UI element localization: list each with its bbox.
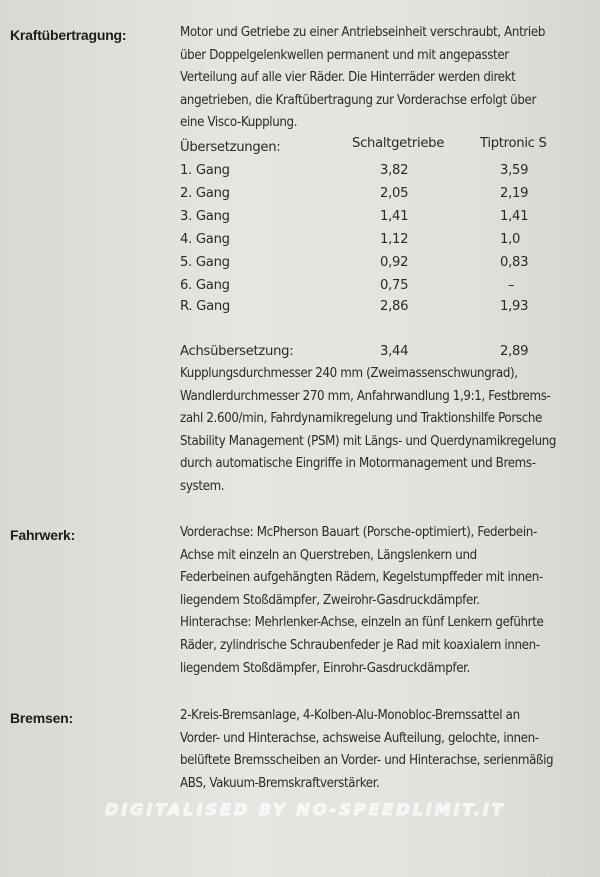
fahrwerk-text: [180, 522, 585, 680]
text-line: Vorder- und Hinterachse, achsweise Aufteilung, gelochte, innen-: [180, 730, 539, 746]
text-line: Wandlerdurchmesser 270 mm, Anfahrwandlung 1,9:1, Festbrems-: [180, 388, 551, 404]
gear-manual-ratio: 3,82: [380, 163, 409, 178]
text-line: Verteilung auf alle vier Räder. Die Hinterräder werden direkt: [180, 70, 516, 86]
text-line: Vorderachse: McPherson Bauart (Porsche-optimiert), Federbein-: [180, 525, 537, 540]
watermark-text: DIGITALISED BY NO-SPEEDLIMIT.IT: [105, 800, 506, 819]
gear-label: 5. Gang: [180, 255, 230, 270]
gear-tiptronic-ratio: 3,59: [500, 163, 529, 178]
text-line: zahl 2.600/min, Fahrdynamikregelung und Traktionshilfe Porsche: [180, 411, 542, 427]
gear-label: 4. Gang: [180, 232, 230, 247]
text-line: Räder, zylindrische Schraubenfeder je Rad mit koaxialem innen-: [180, 637, 540, 653]
header-uebersetzungen: Übersetzungen:: [180, 140, 281, 155]
gear-manual-ratio: 2,86: [380, 299, 409, 314]
gear-tiptronic-ratio: 1,0: [500, 232, 521, 247]
axle-manual-ratio: 3,44: [380, 344, 409, 359]
gear-label: R. Gang: [180, 299, 231, 314]
text-line: durch automatische Eingriffe in Motormanagement und Brems-: [180, 456, 536, 472]
text-line: Kupplungsdurchmesser 240 mm (Zweimassenschwungrad),: [180, 366, 518, 381]
text-line: Federbeinen aufgehängten Rädern, Kegelstumpffeder mit innen-: [180, 570, 543, 586]
gear-label: 2. Gang: [180, 186, 230, 201]
gear-label: 6. Gang: [180, 278, 230, 293]
heading-kraftuebertragung: Kraftübertragung:: [10, 27, 127, 43]
gear-manual-ratio: 0,92: [380, 255, 409, 270]
axle-label: Achsübersetzung:: [180, 344, 294, 359]
text-line: belüftete Bremsscheiben an Vorder- und Hinterachse, serienmäßig: [180, 753, 554, 769]
gear-tiptronic-ratio: 2,19: [500, 186, 529, 201]
text-line: angetrieben, die Kraftübertragung zur Vorderachse erfolgt über: [180, 92, 536, 108]
gear-tiptronic-ratio: 1,41: [500, 209, 529, 224]
header-tiptronic: Tiptronic S: [480, 136, 547, 151]
gear-tiptronic-ratio: –: [508, 278, 515, 293]
text-line: ABS, Vakuum-Bremskraftverstärker.: [180, 775, 380, 791]
text-line: Hinterachse: Mehrlenker-Achse, einzeln an fünf Lenkern geführte: [180, 615, 544, 631]
gear-tiptronic-ratio: 0,83: [500, 255, 529, 270]
kraft-intro: [180, 22, 585, 135]
text-line: system.: [180, 478, 225, 494]
gear-manual-ratio: 2,05: [380, 186, 409, 201]
gear-label: 3. Gang: [180, 209, 230, 224]
text-line: über Doppelgelenkwellen permanent und mit angepasster: [180, 47, 509, 63]
bremsen-text: [180, 705, 585, 795]
heading-fahrwerk: Fahrwerk:: [10, 527, 76, 543]
text-line: Motor und Getriebe zu einer Antriebseinheit verschraubt, Antrieb: [180, 25, 546, 40]
text-line: Stability Management (PSM) mit Längs- und Querdynamikregelung: [180, 433, 557, 449]
text-line: liegendem Stoßdämpfer, Einrohr-Gasdruckdämpfer.: [180, 660, 470, 676]
kraft-details: [180, 363, 585, 499]
text-line: liegendem Stoßdämpfer, Zweirohr-Gasdruckdämpfer.: [180, 592, 480, 608]
gear-manual-ratio: 1,12: [380, 232, 409, 247]
text-line: Achse mit einzeln an Querstreben, Längslenkern und: [180, 547, 477, 563]
axle-tiptronic-ratio: 2,89: [500, 344, 529, 359]
gear-manual-ratio: 1,41: [380, 209, 409, 224]
text-line: eine Visco-Kupplung.: [180, 115, 298, 131]
text-line: 2-Kreis-Bremsanlage, 4-Kolben-Alu-Monobloc-Bremssattel an: [180, 708, 520, 723]
heading-bremsen: Bremsen:: [10, 710, 73, 726]
gear-label: 1. Gang: [180, 163, 230, 178]
gear-tiptronic-ratio: 1,93: [500, 299, 529, 314]
header-schaltgetriebe: Schaltgetriebe: [352, 136, 445, 151]
gear-manual-ratio: 0,75: [380, 278, 409, 293]
